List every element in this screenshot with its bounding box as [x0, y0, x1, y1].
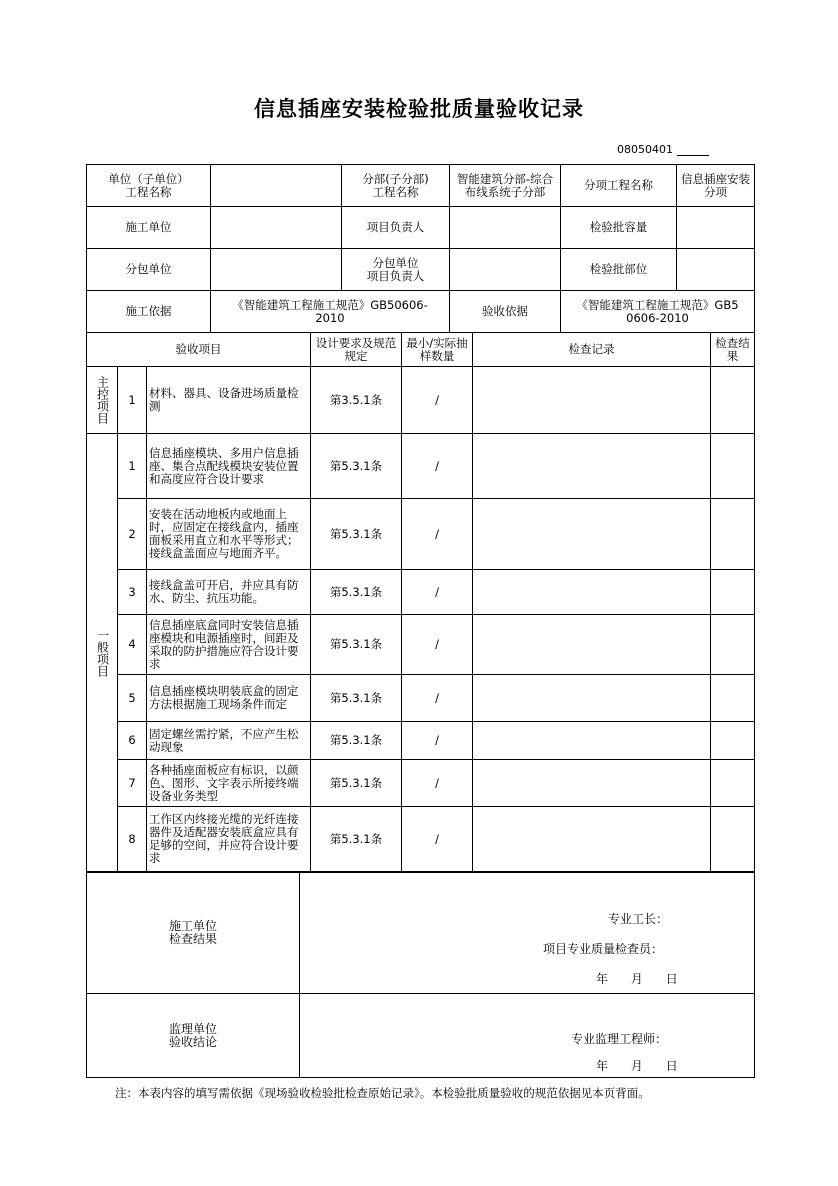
contractor-value[interactable] — [211, 207, 342, 249]
row-result[interactable] — [711, 434, 755, 499]
row-no: 3 — [118, 570, 147, 615]
row-no: 6 — [118, 722, 147, 760]
subitem-value[interactable]: 信息插座安装分项 — [677, 165, 755, 207]
row-sample[interactable]: / — [402, 807, 473, 872]
form-code — [617, 143, 709, 156]
col-sample: 最小/实际抽样数量 — [402, 333, 473, 367]
subcontractor-value[interactable] — [211, 249, 342, 291]
row-result[interactable] — [711, 367, 755, 434]
page-title: 信息插座安装检验批质量验收记录 — [254, 96, 584, 121]
contractor-label: 施工单位 — [87, 207, 211, 249]
row-sample[interactable]: / — [402, 499, 473, 570]
row-text: 安装在活动地板内或地面上时，应固定在接线盒内，插座面板采用直立和水平等形式；接线盒盖面应与地面齐平。 — [147, 499, 311, 570]
capacity-value[interactable] — [677, 207, 755, 249]
division-value[interactable]: 智能建筑分部-综合布线系统子分部 — [450, 165, 561, 207]
row-result[interactable] — [711, 499, 755, 570]
capacity-label: 检验批容量 — [561, 207, 677, 249]
col-result: 检查结果 — [711, 333, 755, 367]
col-requirement: 设计要求及规范规定 — [311, 333, 402, 367]
table-row — [87, 615, 755, 675]
row-no: 8 — [118, 807, 147, 872]
unit-label: 单位（子单位） 工程名称 — [87, 165, 211, 207]
row-no: 1 — [118, 434, 147, 499]
table-row — [87, 807, 755, 872]
row-req: 第5.3.1条 — [311, 722, 402, 760]
location-label: 检验批部位 — [561, 249, 677, 291]
table-row — [87, 367, 755, 434]
unit-value[interactable] — [211, 165, 342, 207]
row-record[interactable] — [473, 434, 711, 499]
row-result[interactable] — [711, 675, 755, 722]
row-result[interactable] — [711, 722, 755, 760]
contractor-date: 年 月 日 — [596, 972, 678, 986]
row-text: 各种插座面板应有标识，以颜色、图形、文字表示所接终端设备业务类型 — [147, 760, 311, 807]
basis-label: 施工依据 — [87, 291, 211, 333]
contractor-check-label: 施工单位 检查结果 — [87, 873, 300, 994]
row-text: 工作区内终接光缆的光纤连接器件及适配器安装底盒应具有足够的空间，并应符合设计要求 — [147, 807, 311, 872]
table-row — [87, 570, 755, 615]
sub-pm-value[interactable] — [450, 249, 561, 291]
header-table — [86, 164, 755, 333]
row-record[interactable] — [473, 615, 711, 675]
row-text: 信息插座模块、多用户信息插座、集合点配线模块安装位置和高度应符合设计要求 — [147, 434, 311, 499]
row-text: 材料、器具、设备进场质量检测 — [147, 367, 311, 434]
row-text: 信息插座模块明装底盒的固定方法根据施工现场条件而定 — [147, 675, 311, 722]
row-req: 第5.3.1条 — [311, 499, 402, 570]
main-group-label: 主控项目 — [87, 367, 118, 434]
row-no: 7 — [118, 760, 147, 807]
contractor-check-area[interactable] — [300, 873, 755, 994]
row-req: 第5.3.1条 — [311, 434, 402, 499]
row-result[interactable] — [711, 760, 755, 807]
general-group-label: 一般项目 — [87, 434, 118, 872]
footnote: 注：本表内容的填写需依据《现场验收检验批检查原始记录》。本检验批质量验收的规范依据见本页背面。 — [115, 1086, 650, 1100]
table-row — [87, 434, 755, 499]
items-table — [86, 332, 755, 872]
location-value[interactable] — [677, 249, 755, 291]
row-req: 第5.3.1条 — [311, 760, 402, 807]
row-no: 5 — [118, 675, 147, 722]
sub-pm-label: 分包单位 项目负责人 — [342, 249, 450, 291]
row-record[interactable] — [473, 675, 711, 722]
row-record[interactable] — [473, 760, 711, 807]
inspector-label: 项目专业质量检查员： — [543, 942, 664, 956]
row-text: 接线盒盖可开启，并应具有防水、防尘、抗压功能。 — [147, 570, 311, 615]
supervisor-check-area[interactable] — [300, 994, 755, 1078]
row-req: 第3.5.1条 — [311, 367, 402, 434]
row-req: 第5.3.1条 — [311, 570, 402, 615]
row-no: 1 — [118, 367, 147, 434]
subcontractor-label: 分包单位 — [87, 249, 211, 291]
row-record[interactable] — [473, 722, 711, 760]
table-row — [87, 760, 755, 807]
row-record[interactable] — [473, 807, 711, 872]
table-row — [87, 722, 755, 760]
col-record: 检查记录 — [473, 333, 711, 367]
row-text: 固定螺丝需拧紧，不应产生松动现象 — [147, 722, 311, 760]
row-record[interactable] — [473, 499, 711, 570]
division-label: 分部(子分部) 工程名称 — [342, 165, 450, 207]
row-no: 2 — [118, 499, 147, 570]
row-sample[interactable]: / — [402, 675, 473, 722]
row-text: 信息插座底盒同时安装信息插座模块和电源插座时，间距及采取的防护措施应符合设计要求 — [147, 615, 311, 675]
form-code-blank[interactable] — [677, 144, 709, 156]
row-result[interactable] — [711, 807, 755, 872]
subitem-label: 分项工程名称 — [561, 165, 677, 207]
engineer-label: 专业监理工程师： — [571, 1032, 668, 1046]
row-no: 4 — [118, 615, 147, 675]
supervisor-check-label: 监理单位 验收结论 — [87, 994, 300, 1078]
col-item: 验收项目 — [87, 333, 311, 367]
row-sample[interactable]: / — [402, 367, 473, 434]
row-sample[interactable]: / — [402, 570, 473, 615]
supervisor-date: 年 月 日 — [596, 1059, 678, 1073]
row-sample[interactable]: / — [402, 722, 473, 760]
row-sample[interactable]: / — [402, 760, 473, 807]
row-sample[interactable]: / — [402, 434, 473, 499]
table-row — [87, 675, 755, 722]
acceptance-label: 验收依据 — [450, 291, 561, 333]
row-req: 第5.3.1条 — [311, 675, 402, 722]
pm-value[interactable] — [450, 207, 561, 249]
row-sample[interactable]: / — [402, 615, 473, 675]
row-result[interactable] — [711, 570, 755, 615]
row-record[interactable] — [473, 570, 711, 615]
row-result[interactable] — [711, 615, 755, 675]
form-code-value: 08050401 — [617, 143, 673, 156]
acceptance-value[interactable]: 《智能建筑工程施工规范》GB50606-2010 — [561, 291, 755, 333]
row-req: 第5.3.1条 — [311, 615, 402, 675]
foreman-label: 专业工长： — [608, 912, 669, 926]
table-row — [87, 499, 755, 570]
row-record[interactable] — [473, 367, 711, 434]
row-req: 第5.3.1条 — [311, 807, 402, 872]
pm-label: 项目负责人 — [342, 207, 450, 249]
basis-value[interactable]: 《智能建筑工程施工规范》GB50606-2010 — [211, 291, 450, 333]
